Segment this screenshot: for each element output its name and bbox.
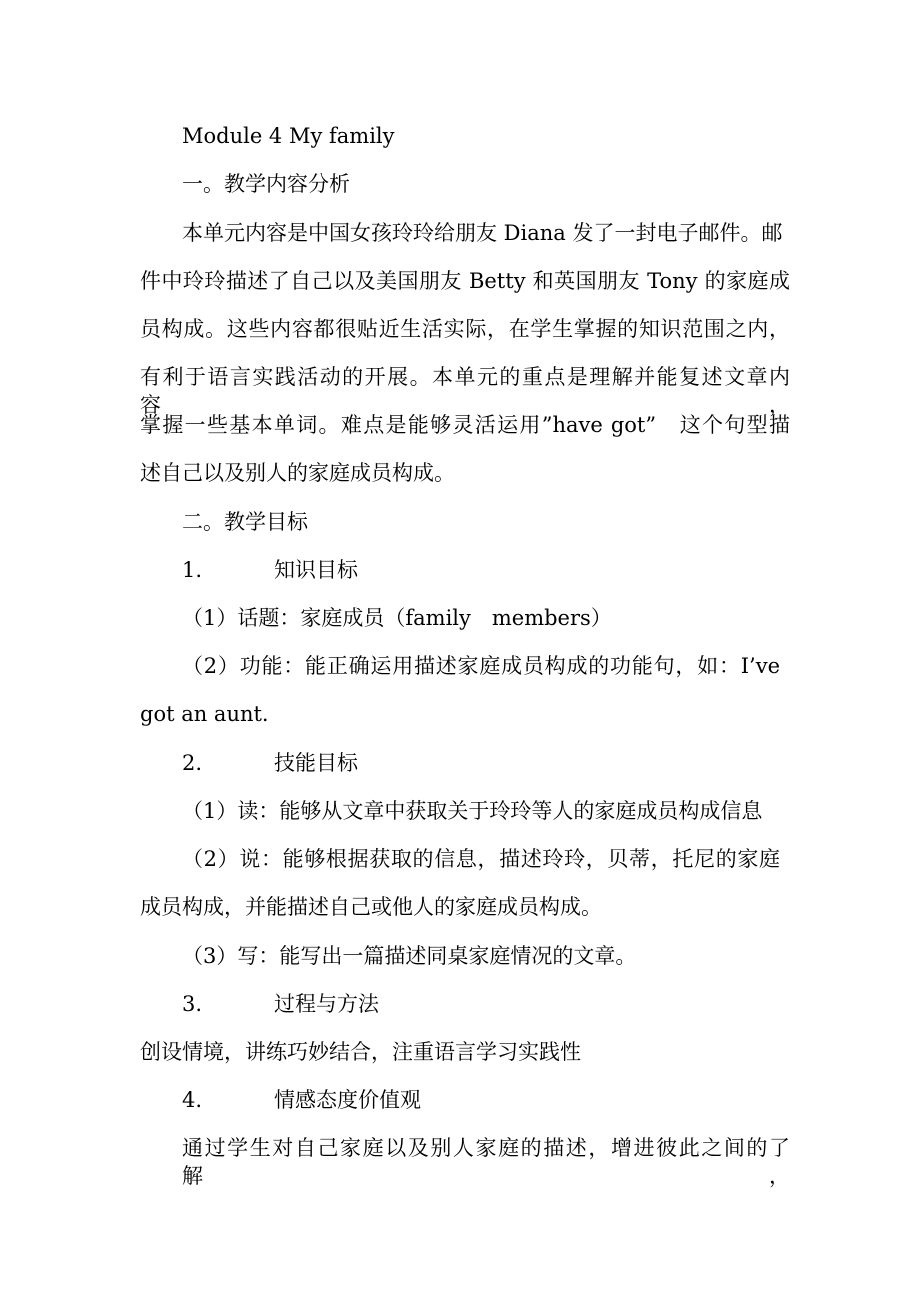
goal-number: 3.: [182, 992, 203, 1016]
goal2-item-1: （1）读：能够从文章中获取关于玲玲等人的家庭成员构成信息: [182, 799, 763, 823]
goal-heading-3: [182, 990, 832, 1018]
goal-label: 知识目标: [274, 558, 358, 582]
goal-heading-1: [182, 556, 832, 584]
goal1-item-2-line-2: got an aunt.: [140, 702, 269, 726]
goal-label: 过程与方法: [274, 992, 379, 1016]
paragraph-line-3: 员构成。这些内容都很贴近生活实际，在学生掌握的知识范围之内，: [140, 317, 790, 341]
paragraph-line-4: 有利于语言实践活动的开展。本单元的重点是理解并能复述文章内容，: [140, 365, 790, 417]
goal-label: 情感态度价值观: [274, 1088, 421, 1112]
goal3-text: 创设情境，讲练巧妙结合，注重语言学习实践性: [140, 1040, 581, 1064]
goal2-item-2-line-1: （2）说：能够根据获取的信息，描述玲玲，贝蒂，托尼的家庭: [182, 847, 780, 871]
goal-number: 4.: [182, 1088, 203, 1112]
goal1-item-2-line-1: （2）功能：能正确运用描述家庭成员构成的功能句，如：I’ve: [182, 654, 780, 678]
goal2-item-2-line-2: 成员构成，并能描述自己或他人的家庭成员构成。: [140, 895, 602, 919]
goal1-item-1: （1）话题：家庭成员（family members）: [182, 606, 612, 630]
section-heading-1: 一。教学内容分析: [182, 172, 350, 196]
paragraph-line-1: 本单元内容是中国女孩玲玲给朋友 Diana 发了一封电子邮件。邮: [182, 221, 783, 245]
goal-number: 2.: [182, 751, 203, 775]
goal-heading-2: [182, 749, 832, 777]
goal-heading-4: [182, 1086, 832, 1114]
goal2-item-3: （3）写：能写出一篇描述同桌家庭情况的文章。: [182, 944, 637, 968]
goal4-text: 通过学生对自己家庭以及别人家庭的描述，增进彼此之间的了解，: [182, 1136, 790, 1188]
document-title: Module 4 My family: [182, 124, 395, 148]
paragraph-line-2: 件中玲玲描述了自己以及美国朋友 Betty 和英国朋友 Tony 的家庭成: [140, 269, 790, 293]
goal-number: 1.: [182, 558, 203, 582]
section-heading-2: 二。教学目标: [182, 510, 308, 534]
paragraph-line-5: 掌握一些基本单词。难点是能够灵活运用”have got” 这个句型描: [140, 413, 790, 437]
goal-label: 技能目标: [274, 751, 358, 775]
paragraph-line-6: 述自己以及别人的家庭成员构成。: [140, 461, 455, 485]
